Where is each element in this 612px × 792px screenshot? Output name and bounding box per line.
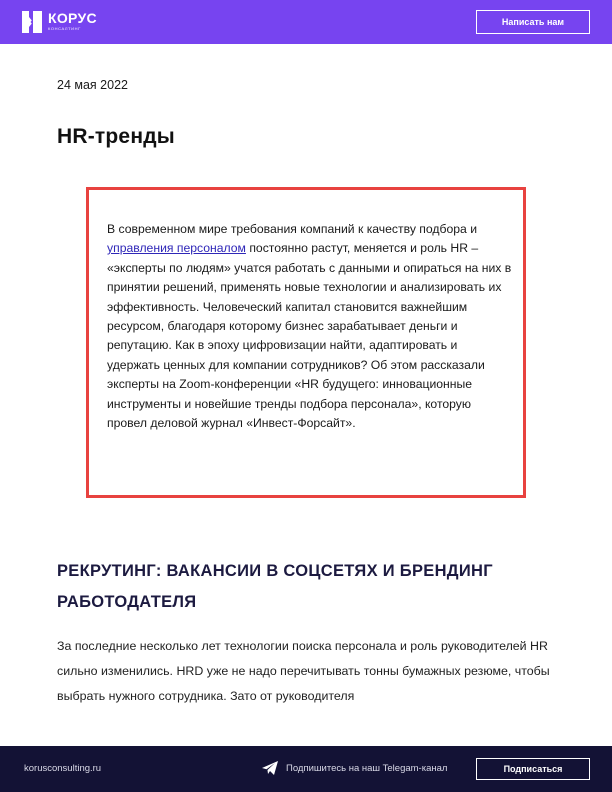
korus-logo-icon: [22, 11, 42, 33]
article-title: HR-тренды: [57, 125, 175, 148]
site-link[interactable]: korusconsulting.ru: [24, 763, 102, 774]
korus-logo[interactable]: [22, 11, 97, 35]
subscribe-button[interactable]: Подписаться: [476, 758, 590, 780]
logo-name: КОРУС: [48, 10, 97, 26]
page-header: [0, 0, 612, 44]
logo-subtitle: КОНСАЛТИНГ: [48, 26, 81, 31]
logo-text: [48, 11, 97, 32]
section-paragraph: За последние несколько лет технологии поиска персонала и роль руководителей HR сильно изменились. HRD уже не надо перечитывать тонны бумажных резюме, чтобы выбрать нужного сотрудника. Зато от руководителя: [57, 639, 550, 703]
article-date: 24 мая 2022: [57, 78, 128, 92]
telegram-icon: [262, 761, 278, 775]
intro-paragraph: [107, 220, 512, 433]
intro-highlight-box: [86, 187, 526, 498]
page-footer: [0, 746, 612, 792]
intro-text-end: постоянно растут, меняется и роль HR – «эксперты по людям» учатся работать с данными и опираться на них в принятии решений, применять новые технологии и анализировать их эффективность. Человеческий капитал становится важнейшим ресурсом, благодаря которому бизнес зарабатывает деньги и репутацию. Как в эпоху цифровизации найти, адаптировать и удержать ценных для компании сотрудников? Об этом рассказали эксперты на Zoom-конференции «HR будущего: инновационные инструменты и новейшие тренды подбора персонала», которую провел деловой журнал «Инвест-Форсайт».: [107, 241, 512, 431]
write-to-us-button[interactable]: Написать нам: [476, 10, 590, 34]
telegram-subscribe-text[interactable]: Подпишитесь на наш Telegam-канал: [286, 763, 448, 774]
intro-text-start: В современном мире требования компаний к качеству подбора и: [107, 222, 478, 236]
section-heading: РЕКРУТИНГ: ВАКАНСИИ В СОЦСЕТЯХ И БРЕНДИНГ РАБОТОДАТЕЛЯ: [57, 562, 493, 611]
hr-management-link[interactable]: управления персоналом: [107, 241, 246, 256]
